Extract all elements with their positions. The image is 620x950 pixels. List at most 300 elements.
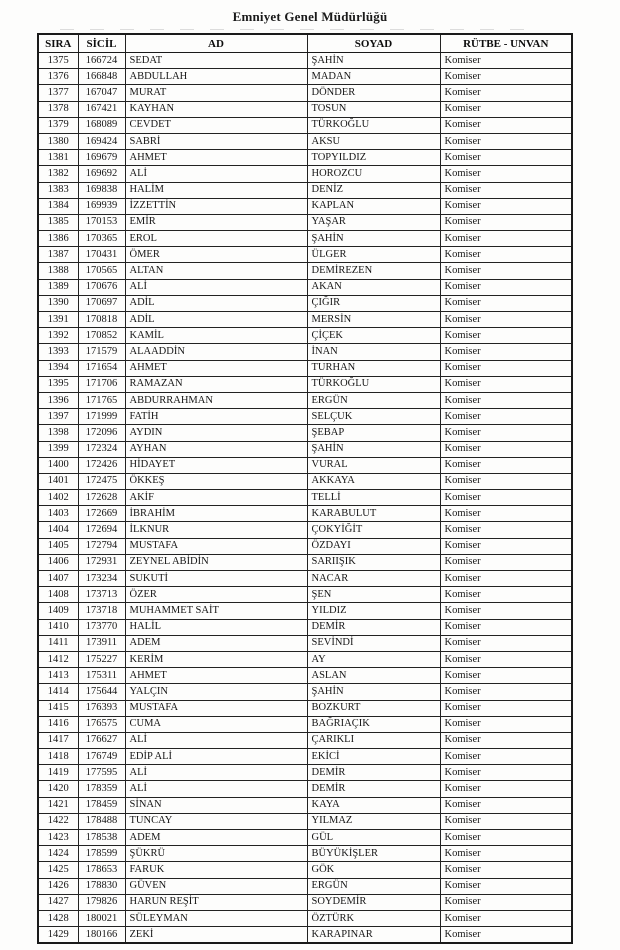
cell-rutbe: Komiser (440, 150, 572, 166)
cell-soyad: TURHAN (307, 360, 440, 376)
cell-sira: 1399 (38, 441, 78, 457)
cell-sira: 1418 (38, 749, 78, 765)
cell-ad: ALTAN (125, 263, 307, 279)
cell-soyad: MADAN (307, 69, 440, 85)
table-row (38, 457, 572, 473)
cell-ad: ŞÜKRÜ (125, 846, 307, 862)
cell-rutbe: Komiser (440, 781, 572, 797)
cell-sira: 1419 (38, 765, 78, 781)
cell-soyad: EKİCİ (307, 749, 440, 765)
cell-ad: ALİ (125, 732, 307, 748)
cell-sira: 1414 (38, 684, 78, 700)
cell-ad: MUSTAFA (125, 700, 307, 716)
cell-ad: SİNAN (125, 797, 307, 813)
table-row (38, 425, 572, 441)
cell-sira: 1387 (38, 247, 78, 263)
page-title: Emniyet Genel Müdürlüğü (232, 9, 388, 24)
cell-ad: SABRİ (125, 133, 307, 149)
cell-rutbe: Komiser (440, 247, 572, 263)
cell-ad: ZEKİ (125, 927, 307, 944)
table-row (38, 247, 572, 263)
cell-sira: 1406 (38, 554, 78, 570)
cell-rutbe: Komiser (440, 538, 572, 554)
table-row (38, 133, 572, 149)
cell-ad: SEDAT (125, 53, 307, 69)
table-row (38, 668, 572, 684)
header-soyad: SOYAD (307, 34, 440, 53)
cell-sicil: 170153 (78, 214, 125, 230)
table-row (38, 684, 572, 700)
cell-sira: 1421 (38, 797, 78, 813)
cell-ad: ÖKKEŞ (125, 473, 307, 489)
cell-rutbe: Komiser (440, 360, 572, 376)
cell-sira: 1410 (38, 619, 78, 635)
cell-rutbe: Komiser (440, 312, 572, 328)
cell-sicil: 178538 (78, 830, 125, 846)
header-sicil: SİCİL (78, 34, 125, 53)
cell-ad: HALİM (125, 182, 307, 198)
cell-ad: RAMAZAN (125, 376, 307, 392)
cell-ad: İZZETTİN (125, 198, 307, 214)
cell-sicil: 176749 (78, 749, 125, 765)
cell-ad: ABDURRAHMAN (125, 392, 307, 408)
table-row (38, 166, 572, 182)
cell-sira: 1412 (38, 651, 78, 667)
cell-rutbe: Komiser (440, 716, 572, 732)
table-row (38, 603, 572, 619)
table-row (38, 360, 572, 376)
cell-sicil: 172426 (78, 457, 125, 473)
cell-rutbe: Komiser (440, 813, 572, 829)
table-row (38, 263, 572, 279)
cell-ad: SUKUTİ (125, 571, 307, 587)
cell-sira: 1392 (38, 328, 78, 344)
cell-sira: 1405 (38, 538, 78, 554)
cell-sira: 1384 (38, 198, 78, 214)
cell-soyad: ŞAHİN (307, 231, 440, 247)
table-row (38, 231, 572, 247)
cell-soyad: KAPLAN (307, 198, 440, 214)
cell-rutbe: Komiser (440, 635, 572, 651)
cell-sicil: 172628 (78, 490, 125, 506)
cell-soyad: ÜLGER (307, 247, 440, 263)
cell-sicil: 166724 (78, 53, 125, 69)
cell-soyad: DEMİR (307, 765, 440, 781)
cell-soyad: NACAR (307, 571, 440, 587)
table-row (38, 182, 572, 198)
table-row (38, 878, 572, 894)
cell-soyad: TOSUN (307, 101, 440, 117)
cell-sicil: 178599 (78, 846, 125, 862)
cell-soyad: YILDIZ (307, 603, 440, 619)
cell-sira: 1385 (38, 214, 78, 230)
cell-soyad: BAĞRIAÇIK (307, 716, 440, 732)
cell-sicil: 178459 (78, 797, 125, 813)
cell-sicil: 177595 (78, 765, 125, 781)
cell-sicil: 173718 (78, 603, 125, 619)
table-row (38, 441, 572, 457)
cell-soyad: TOPYILDIZ (307, 150, 440, 166)
cell-soyad: KARAPINAR (307, 927, 440, 944)
cell-sicil: 173234 (78, 571, 125, 587)
cell-ad: YALÇIN (125, 684, 307, 700)
cell-rutbe: Komiser (440, 214, 572, 230)
cell-rutbe: Komiser (440, 344, 572, 360)
cell-rutbe: Komiser (440, 894, 572, 910)
cell-sira: 1420 (38, 781, 78, 797)
cell-sira: 1389 (38, 279, 78, 295)
cell-ad: MUSTAFA (125, 538, 307, 554)
cell-ad: FARUK (125, 862, 307, 878)
cell-ad: ADEM (125, 635, 307, 651)
cell-ad: AHMET (125, 668, 307, 684)
table-body (38, 53, 572, 944)
cell-ad: ABDULLAH (125, 69, 307, 85)
cell-ad: KAYHAN (125, 101, 307, 117)
cell-ad: AHMET (125, 150, 307, 166)
table-row (38, 85, 572, 101)
cell-sira: 1423 (38, 830, 78, 846)
cell-sicil: 171765 (78, 392, 125, 408)
table-row (38, 295, 572, 311)
cell-sicil: 166848 (78, 69, 125, 85)
cell-ad: ADİL (125, 295, 307, 311)
cell-ad: HARUN REŞİT (125, 894, 307, 910)
table-row (38, 150, 572, 166)
table-row (38, 700, 572, 716)
cell-rutbe: Komiser (440, 619, 572, 635)
cell-ad: SÜLEYMAN (125, 910, 307, 926)
cell-soyad: ÇIĞIR (307, 295, 440, 311)
cell-sira: 1408 (38, 587, 78, 603)
table-row (38, 473, 572, 489)
cell-ad: ADEM (125, 830, 307, 846)
cell-rutbe: Komiser (440, 409, 572, 425)
cell-rutbe: Komiser (440, 133, 572, 149)
cell-sicil: 179826 (78, 894, 125, 910)
cell-soyad: KARABULUT (307, 506, 440, 522)
cell-soyad: TELLİ (307, 490, 440, 506)
cell-sicil: 171706 (78, 376, 125, 392)
table-row (38, 312, 572, 328)
table-row (38, 53, 572, 69)
cell-soyad: ŞAHİN (307, 53, 440, 69)
cell-rutbe: Komiser (440, 749, 572, 765)
cell-soyad: İNAN (307, 344, 440, 360)
cell-sira: 1377 (38, 85, 78, 101)
cell-ad: ALİ (125, 166, 307, 182)
cell-sicil: 171999 (78, 409, 125, 425)
table-row (38, 910, 572, 926)
cell-sicil: 170676 (78, 279, 125, 295)
cell-sira: 1400 (38, 457, 78, 473)
cell-soyad: ÖZTÜRK (307, 910, 440, 926)
table-row (38, 117, 572, 133)
table-row (38, 732, 572, 748)
table-row (38, 749, 572, 765)
cell-soyad: BOZKURT (307, 700, 440, 716)
cell-rutbe: Komiser (440, 554, 572, 570)
cell-sira: 1425 (38, 862, 78, 878)
table-row (38, 651, 572, 667)
cell-sicil: 167047 (78, 85, 125, 101)
cell-sicil: 169692 (78, 166, 125, 182)
cell-rutbe: Komiser (440, 797, 572, 813)
table-row (38, 862, 572, 878)
cell-rutbe: Komiser (440, 457, 572, 473)
cell-ad: CUMA (125, 716, 307, 732)
table-row (38, 328, 572, 344)
table-row (38, 69, 572, 85)
cell-sira: 1411 (38, 635, 78, 651)
cell-soyad: DEMİR (307, 619, 440, 635)
cell-soyad: AKKAYA (307, 473, 440, 489)
cell-sira: 1416 (38, 716, 78, 732)
cell-soyad: ÇARIKLI (307, 732, 440, 748)
cell-sira: 1376 (38, 69, 78, 85)
cell-sira: 1388 (38, 263, 78, 279)
table-row (38, 587, 572, 603)
cell-rutbe: Komiser (440, 101, 572, 117)
cell-sira: 1398 (38, 425, 78, 441)
cell-ad: ALİ (125, 765, 307, 781)
cell-ad: KAMİL (125, 328, 307, 344)
cell-sicil: 169679 (78, 150, 125, 166)
cell-ad: ALAADDİN (125, 344, 307, 360)
cell-ad: AYDIN (125, 425, 307, 441)
cell-sicil: 170431 (78, 247, 125, 263)
cell-rutbe: Komiser (440, 587, 572, 603)
cell-rutbe: Komiser (440, 927, 572, 944)
cell-rutbe: Komiser (440, 425, 572, 441)
table-row (38, 490, 572, 506)
cell-soyad: BÜYÜKİŞLER (307, 846, 440, 862)
cell-rutbe: Komiser (440, 231, 572, 247)
table-header (38, 34, 572, 53)
personnel-table (37, 33, 573, 944)
cell-sicil: 170365 (78, 231, 125, 247)
table-row (38, 894, 572, 910)
cell-sicil: 169838 (78, 182, 125, 198)
cell-ad: EMİR (125, 214, 307, 230)
cell-ad: MUHAMMET SAİT (125, 603, 307, 619)
table-row (38, 214, 572, 230)
cell-soyad: ÖZDAYI (307, 538, 440, 554)
table-row (38, 554, 572, 570)
table-row (38, 101, 572, 117)
cell-sira: 1394 (38, 360, 78, 376)
cell-rutbe: Komiser (440, 69, 572, 85)
table-row (38, 506, 572, 522)
cell-sicil: 172931 (78, 554, 125, 570)
table-row (38, 279, 572, 295)
cell-soyad: DENİZ (307, 182, 440, 198)
cell-ad: ADİL (125, 312, 307, 328)
cell-sicil: 171654 (78, 360, 125, 376)
cell-ad: AKİF (125, 490, 307, 506)
cell-ad: ZEYNEL ABİDİN (125, 554, 307, 570)
header-ad: AD (125, 34, 307, 53)
cell-rutbe: Komiser (440, 684, 572, 700)
cell-sicil: 173911 (78, 635, 125, 651)
header-row (38, 34, 572, 53)
cell-ad: İBRAHİM (125, 506, 307, 522)
cell-sicil: 175227 (78, 651, 125, 667)
table-row (38, 376, 572, 392)
cell-soyad: ÇİÇEK (307, 328, 440, 344)
cell-rutbe: Komiser (440, 85, 572, 101)
cell-sira: 1403 (38, 506, 78, 522)
cell-ad: ALİ (125, 279, 307, 295)
cell-soyad: SOYDEMİR (307, 894, 440, 910)
cell-soyad: ÇOKYİĞİT (307, 522, 440, 538)
cell-sicil: 176393 (78, 700, 125, 716)
cell-sira: 1375 (38, 53, 78, 69)
header-sira: SIRA (38, 34, 78, 53)
cell-sicil: 169424 (78, 133, 125, 149)
table-row (38, 635, 572, 651)
cell-sicil: 172096 (78, 425, 125, 441)
cell-rutbe: Komiser (440, 571, 572, 587)
cell-sicil: 180021 (78, 910, 125, 926)
cell-sira: 1401 (38, 473, 78, 489)
cell-ad: EROL (125, 231, 307, 247)
cell-soyad: AY (307, 651, 440, 667)
cell-sicil: 172669 (78, 506, 125, 522)
cell-rutbe: Komiser (440, 117, 572, 133)
cell-sicil: 168089 (78, 117, 125, 133)
table-row (38, 571, 572, 587)
cell-sicil: 170818 (78, 312, 125, 328)
cell-sira: 1393 (38, 344, 78, 360)
cell-sicil: 173770 (78, 619, 125, 635)
table-row (38, 765, 572, 781)
cell-rutbe: Komiser (440, 522, 572, 538)
cell-soyad: ERGÜN (307, 392, 440, 408)
cell-rutbe: Komiser (440, 182, 572, 198)
cell-soyad: ŞEN (307, 587, 440, 603)
cell-sira: 1422 (38, 813, 78, 829)
cell-sira: 1426 (38, 878, 78, 894)
cell-ad: GÜVEN (125, 878, 307, 894)
cell-soyad: DÖNDER (307, 85, 440, 101)
table-row (38, 392, 572, 408)
cell-rutbe: Komiser (440, 878, 572, 894)
cell-sicil: 178653 (78, 862, 125, 878)
cell-sira: 1386 (38, 231, 78, 247)
cell-rutbe: Komiser (440, 846, 572, 862)
cell-rutbe: Komiser (440, 441, 572, 457)
cell-sicil: 172794 (78, 538, 125, 554)
cell-sira: 1409 (38, 603, 78, 619)
cell-sira: 1381 (38, 150, 78, 166)
table-row (38, 846, 572, 862)
cell-rutbe: Komiser (440, 651, 572, 667)
cell-ad: KERİM (125, 651, 307, 667)
cell-soyad: DEMİR (307, 781, 440, 797)
header-rutbe: RÜTBE - UNVAN (440, 34, 572, 53)
cell-soyad: ŞAHİN (307, 684, 440, 700)
cell-ad: AYHAN (125, 441, 307, 457)
cell-ad: İLKNUR (125, 522, 307, 538)
cell-sira: 1402 (38, 490, 78, 506)
cell-sira: 1379 (38, 117, 78, 133)
cell-sicil: 176575 (78, 716, 125, 732)
cell-sicil: 167421 (78, 101, 125, 117)
cell-rutbe: Komiser (440, 295, 572, 311)
cell-soyad: GÜL (307, 830, 440, 846)
cell-sicil: 170852 (78, 328, 125, 344)
cell-soyad: SARIIŞIK (307, 554, 440, 570)
cell-sira: 1428 (38, 910, 78, 926)
cell-soyad: TÜRKOĞLU (307, 376, 440, 392)
cell-rutbe: Komiser (440, 328, 572, 344)
cell-soyad: ŞEBAP (307, 425, 440, 441)
table-row (38, 198, 572, 214)
cell-soyad: YILMAZ (307, 813, 440, 829)
cell-sicil: 178359 (78, 781, 125, 797)
cell-soyad: GÖK (307, 862, 440, 878)
cell-rutbe: Komiser (440, 376, 572, 392)
cell-soyad: ŞAHİN (307, 441, 440, 457)
cell-rutbe: Komiser (440, 668, 572, 684)
cell-sira: 1378 (38, 101, 78, 117)
cell-sira: 1427 (38, 894, 78, 910)
table-row (38, 344, 572, 360)
cell-soyad: MERSİN (307, 312, 440, 328)
table-row (38, 716, 572, 732)
cell-sira: 1380 (38, 133, 78, 149)
cell-ad: AHMET (125, 360, 307, 376)
cell-sicil: 170697 (78, 295, 125, 311)
cell-sira: 1383 (38, 182, 78, 198)
cell-sira: 1391 (38, 312, 78, 328)
cell-sira: 1382 (38, 166, 78, 182)
cell-sira: 1429 (38, 927, 78, 944)
cell-rutbe: Komiser (440, 53, 572, 69)
scan-artifact (60, 29, 530, 30)
cell-ad: MURAT (125, 85, 307, 101)
table-row (38, 409, 572, 425)
cell-ad: TUNCAY (125, 813, 307, 829)
cell-ad: EDİP ALİ (125, 749, 307, 765)
cell-sicil: 170565 (78, 263, 125, 279)
cell-rutbe: Komiser (440, 473, 572, 489)
cell-rutbe: Komiser (440, 279, 572, 295)
cell-ad: ÖZER (125, 587, 307, 603)
cell-sicil: 172694 (78, 522, 125, 538)
cell-ad: FATİH (125, 409, 307, 425)
cell-soyad: HOROZCU (307, 166, 440, 182)
cell-rutbe: Komiser (440, 862, 572, 878)
cell-sicil: 169939 (78, 198, 125, 214)
cell-sicil: 173713 (78, 587, 125, 603)
cell-soyad: AKAN (307, 279, 440, 295)
cell-sira: 1413 (38, 668, 78, 684)
cell-sicil: 176627 (78, 732, 125, 748)
cell-sicil: 172475 (78, 473, 125, 489)
table-row (38, 813, 572, 829)
cell-rutbe: Komiser (440, 765, 572, 781)
cell-rutbe: Komiser (440, 166, 572, 182)
cell-soyad: SELÇUK (307, 409, 440, 425)
cell-sicil: 172324 (78, 441, 125, 457)
table-row (38, 830, 572, 846)
cell-sira: 1407 (38, 571, 78, 587)
cell-sicil: 180166 (78, 927, 125, 944)
cell-soyad: ERGÜN (307, 878, 440, 894)
cell-rutbe: Komiser (440, 603, 572, 619)
